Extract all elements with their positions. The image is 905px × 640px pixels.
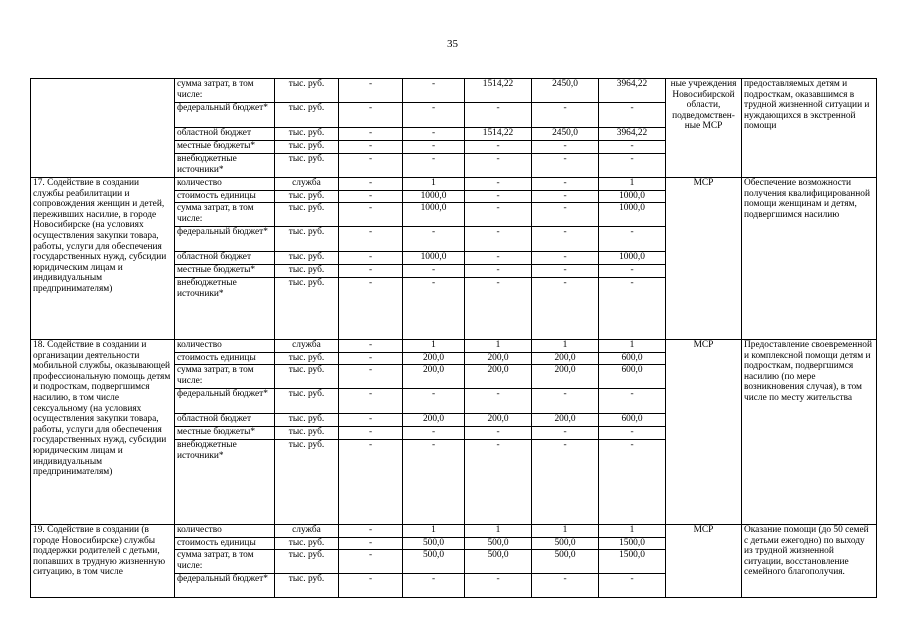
value-cell: -: [532, 191, 599, 203]
value-cell: 200,0: [532, 414, 599, 427]
value-cell: -: [339, 278, 403, 340]
value-cell: -: [465, 154, 532, 178]
value-cell: 2450,0: [532, 79, 599, 103]
total-cell: 3964,22: [599, 128, 666, 141]
value-cell: -: [339, 103, 403, 128]
total-cell: 1: [599, 178, 666, 191]
value-cell: 200,0: [465, 353, 532, 365]
value-cell: -: [339, 128, 403, 141]
value-cell: -: [465, 191, 532, 203]
total-cell: 600,0: [599, 414, 666, 427]
value-cell: -: [465, 227, 532, 252]
indicator-cell: стоимость единицы: [175, 353, 275, 365]
total-cell: 1500,0: [599, 538, 666, 550]
result-cell: Оказание помощи (до 50 семей с детьми ежегодно) по выходу из трудной жизненной ситуации, восстановление семейного благополучия.: [742, 525, 877, 598]
indicator-cell: внебюджетные источники*: [175, 154, 275, 178]
unit-cell: тыс. руб.: [275, 427, 339, 440]
value-cell: 500,0: [465, 538, 532, 550]
value-cell: -: [532, 141, 599, 154]
value-cell: -: [465, 141, 532, 154]
value-cell: -: [339, 440, 403, 525]
value-cell: -: [532, 178, 599, 191]
value-cell: 1: [465, 525, 532, 538]
value-cell: 200,0: [532, 353, 599, 365]
value-cell: -: [339, 414, 403, 427]
unit-cell: тыс. руб.: [275, 203, 339, 227]
total-cell: -: [599, 427, 666, 440]
value-cell: -: [532, 574, 599, 598]
indicator-cell: количество: [175, 340, 275, 353]
value-cell: -: [339, 203, 403, 227]
value-cell: -: [339, 79, 403, 103]
value-cell: -: [403, 154, 465, 178]
value-cell: -: [339, 265, 403, 278]
table-row: [31, 340, 877, 353]
value-cell: -: [465, 252, 532, 265]
executor-cell: ные учреждения Новосибирской области, подведомствен-ные МСР: [666, 79, 742, 178]
indicator-cell: федеральный бюджет*: [175, 103, 275, 128]
total-cell: -: [599, 440, 666, 525]
total-cell: -: [599, 265, 666, 278]
unit-cell: тыс. руб.: [275, 128, 339, 141]
indicator-cell: областной бюджет: [175, 128, 275, 141]
unit-cell: тыс. руб.: [275, 414, 339, 427]
value-cell: 1: [465, 340, 532, 353]
value-cell: -: [532, 265, 599, 278]
indicator-cell: местные бюджеты*: [175, 265, 275, 278]
indicator-cell: сумма затрат, в том числе:: [175, 550, 275, 574]
indicator-cell: местные бюджеты*: [175, 427, 275, 440]
value-cell: -: [339, 227, 403, 252]
value-cell: -: [339, 365, 403, 389]
page-number: 35: [447, 38, 458, 50]
value-cell: 1000,0: [403, 203, 465, 227]
value-cell: 500,0: [403, 538, 465, 550]
value-cell: 200,0: [465, 414, 532, 427]
unit-cell: тыс. руб.: [275, 278, 339, 340]
value-cell: -: [339, 427, 403, 440]
total-cell: 3964,22: [599, 79, 666, 103]
value-cell: -: [339, 538, 403, 550]
activity-name: 18. Содействие в создании и организации деятельности мобильной службы, оказывающей профессиональную помощь детям и подросткам, подвергшимся насилию, в том числе сексуальному (на условиях осуществления закупки товара, работы, услуги для обеспечения государственных нужд, субсидии юридическим лицам и индивидуальным предпринимателям): [31, 340, 175, 525]
indicator-cell: федеральный бюджет*: [175, 389, 275, 414]
value-cell: 500,0: [532, 550, 599, 574]
executor-cell: МСР: [666, 525, 742, 598]
value-cell: 200,0: [403, 365, 465, 389]
executor-cell: МСР: [666, 340, 742, 525]
value-cell: 500,0: [403, 550, 465, 574]
total-cell: 1500,0: [599, 550, 666, 574]
value-cell: -: [339, 525, 403, 538]
value-cell: -: [339, 340, 403, 353]
unit-cell: служба: [275, 178, 339, 191]
value-cell: -: [465, 278, 532, 340]
indicator-cell: областной бюджет: [175, 414, 275, 427]
value-cell: -: [532, 389, 599, 414]
total-cell: 600,0: [599, 353, 666, 365]
unit-cell: тыс. руб.: [275, 227, 339, 252]
result-cell: Предоставление своевременной и комплексной помощи детям и подросткам, подвергшимся насилию (по мере возникновения случая), в том числе по месту жительства: [742, 340, 877, 525]
value-cell: 1: [403, 525, 465, 538]
unit-cell: тыс. руб.: [275, 191, 339, 203]
value-cell: -: [465, 427, 532, 440]
total-cell: 600,0: [599, 365, 666, 389]
indicator-cell: федеральный бюджет*: [175, 227, 275, 252]
value-cell: -: [403, 574, 465, 598]
value-cell: -: [339, 154, 403, 178]
value-cell: -: [532, 103, 599, 128]
value-cell: -: [465, 178, 532, 191]
value-cell: -: [532, 227, 599, 252]
value-cell: 200,0: [403, 353, 465, 365]
unit-cell: тыс. руб.: [275, 79, 339, 103]
value-cell: -: [403, 440, 465, 525]
value-cell: 1: [532, 340, 599, 353]
value-cell: -: [339, 574, 403, 598]
value-cell: -: [532, 440, 599, 525]
unit-cell: служба: [275, 525, 339, 538]
value-cell: 1: [403, 178, 465, 191]
value-cell: -: [339, 141, 403, 154]
value-cell: 1000,0: [403, 252, 465, 265]
unit-cell: тыс. руб.: [275, 574, 339, 598]
value-cell: -: [532, 427, 599, 440]
total-cell: 1000,0: [599, 203, 666, 227]
unit-cell: тыс. руб.: [275, 353, 339, 365]
value-cell: -: [339, 353, 403, 365]
value-cell: 1000,0: [403, 191, 465, 203]
indicator-cell: внебюджетные источники*: [175, 440, 275, 525]
activity-name: [31, 79, 175, 178]
total-cell: -: [599, 278, 666, 340]
activity-name: 17. Содействие в создании службы реабилитации и сопровождения женщин и детей, переживших насилие, в городе Новосибирске (на условиях осуществления закупки товара, работы, услуги для обеспечения государственных нужд, субсидии юридическим лицам и индивидуальным предпринимателям): [31, 178, 175, 340]
value-cell: 1: [532, 525, 599, 538]
total-cell: -: [599, 574, 666, 598]
value-cell: -: [532, 203, 599, 227]
value-cell: -: [465, 203, 532, 227]
value-cell: 1514,22: [465, 79, 532, 103]
table-row: [31, 178, 877, 191]
indicator-cell: местные бюджеты*: [175, 141, 275, 154]
result-cell: Обеспечение возможности получения квалифицированной помощи женщинам и детям, подвергшимся насилию: [742, 178, 877, 340]
total-cell: -: [599, 154, 666, 178]
unit-cell: тыс. руб.: [275, 389, 339, 414]
table-row: [31, 525, 877, 538]
value-cell: -: [339, 550, 403, 574]
value-cell: 200,0: [403, 414, 465, 427]
executor-cell: МСР: [666, 178, 742, 340]
indicator-cell: внебюджетные источники*: [175, 278, 275, 340]
value-cell: -: [532, 154, 599, 178]
value-cell: -: [532, 278, 599, 340]
total-cell: -: [599, 389, 666, 414]
value-cell: 1: [403, 340, 465, 353]
value-cell: -: [465, 440, 532, 525]
value-cell: -: [465, 103, 532, 128]
value-cell: -: [403, 278, 465, 340]
unit-cell: тыс. руб.: [275, 103, 339, 128]
indicator-cell: стоимость единицы: [175, 538, 275, 550]
indicator-cell: федеральный бюджет*: [175, 574, 275, 598]
value-cell: -: [339, 191, 403, 203]
result-cell: предоставляемых детям и подросткам, оказавшимся в трудной жизненной ситуации и нуждающихся в экстренной помощи: [742, 79, 877, 178]
value-cell: -: [339, 178, 403, 191]
indicator-cell: стоимость единицы: [175, 191, 275, 203]
value-cell: 2450,0: [532, 128, 599, 141]
unit-cell: тыс. руб.: [275, 440, 339, 525]
activity-name: 19. Содействие в создании (в городе Новосибирске) службы поддержки родителей с детьми, попавших в трудную жизненную ситуацию, в том числе: [31, 525, 175, 598]
table-row: [31, 79, 877, 103]
value-cell: -: [532, 252, 599, 265]
unit-cell: тыс. руб.: [275, 550, 339, 574]
value-cell: -: [465, 389, 532, 414]
value-cell: 1514,22: [465, 128, 532, 141]
total-cell: 1: [599, 340, 666, 353]
indicator-cell: сумма затрат, в том числе:: [175, 79, 275, 103]
indicator-cell: количество: [175, 525, 275, 538]
value-cell: -: [403, 141, 465, 154]
unit-cell: тыс. руб.: [275, 252, 339, 265]
value-cell: -: [403, 79, 465, 103]
unit-cell: тыс. руб.: [275, 538, 339, 550]
value-cell: -: [403, 265, 465, 278]
total-cell: 1000,0: [599, 252, 666, 265]
value-cell: 200,0: [465, 365, 532, 389]
unit-cell: тыс. руб.: [275, 154, 339, 178]
indicator-cell: количество: [175, 178, 275, 191]
total-cell: -: [599, 227, 666, 252]
indicator-cell: областной бюджет: [175, 252, 275, 265]
value-cell: 500,0: [465, 550, 532, 574]
total-cell: 1000,0: [599, 191, 666, 203]
value-cell: -: [465, 265, 532, 278]
indicator-cell: сумма затрат, в том числе:: [175, 203, 275, 227]
total-cell: 1: [599, 525, 666, 538]
value-cell: -: [403, 128, 465, 141]
value-cell: 500,0: [532, 538, 599, 550]
unit-cell: тыс. руб.: [275, 141, 339, 154]
unit-cell: тыс. руб.: [275, 365, 339, 389]
value-cell: 200,0: [532, 365, 599, 389]
value-cell: -: [465, 574, 532, 598]
value-cell: -: [403, 389, 465, 414]
program-activities-table: [30, 78, 877, 598]
value-cell: -: [339, 389, 403, 414]
value-cell: -: [403, 227, 465, 252]
unit-cell: тыс. руб.: [275, 265, 339, 278]
total-cell: -: [599, 103, 666, 128]
unit-cell: служба: [275, 340, 339, 353]
value-cell: -: [403, 103, 465, 128]
total-cell: -: [599, 141, 666, 154]
value-cell: -: [339, 252, 403, 265]
value-cell: -: [403, 427, 465, 440]
indicator-cell: сумма затрат, в том числе:: [175, 365, 275, 389]
